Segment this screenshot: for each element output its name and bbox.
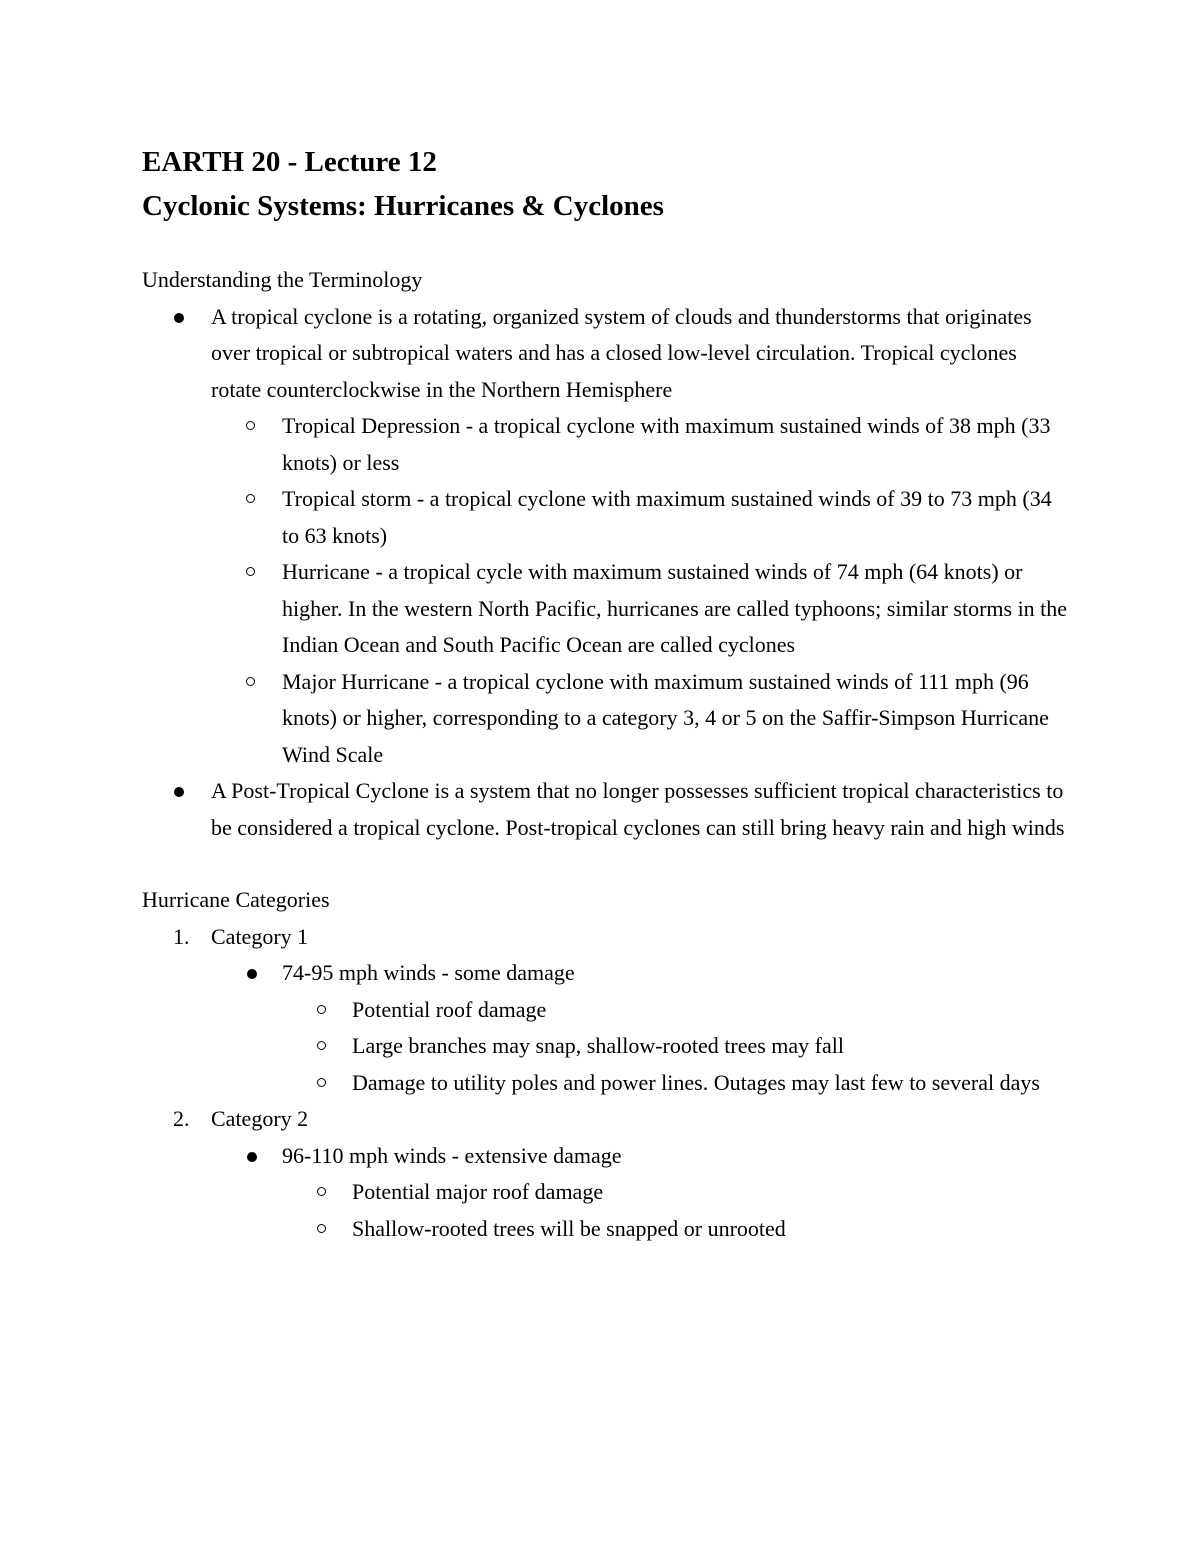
document-title-line1: EARTH 20 - Lecture 12: [142, 146, 437, 178]
list-item: [142, 1065, 1072, 1102]
category-label: Category 1: [211, 923, 309, 949]
categories-heading: Hurricane Categories: [142, 887, 330, 912]
list-item-text: Large branches may snap, shallow-rooted trees may fall: [352, 1033, 844, 1058]
document-title-line2: Cyclonic Systems: Hurricanes & Cyclones: [142, 190, 664, 222]
circle-bullet-icon: [317, 1187, 326, 1196]
category-item: [142, 1101, 1072, 1138]
category-label: Category 2: [211, 1106, 309, 1131]
document-page: [142, 140, 1072, 1247]
circle-bullet-icon: [317, 1224, 326, 1233]
list-item-text: Major Hurricane - a tropical cyclone with maximum sustained winds of 111 mph (96 knots) or higher, corresponding to a category 3, 4 or 5 on the Saffir-Simpson Hurricane Wind Scale: [282, 668, 1049, 767]
list-item-text: Potential roof damage: [352, 996, 547, 1022]
list-item-text: A tropical cyclone is a rotating, organized system of clouds and thunderstorms that originates over tropical or subtropical waters and has a closed low-level circulation. Tropical cyclones rotate counterclockwise in the Northern Hemisphere: [211, 303, 1032, 402]
circle-bullet-icon: [246, 567, 255, 576]
list-item-text: Shallow-rooted trees will be snapped or unrooted: [352, 1215, 786, 1241]
list-item: [142, 664, 1072, 774]
list-item-text: Tropical Depression - a tropical cyclone with maximum sustained winds of 38 mph (33 knots) or less: [282, 413, 1051, 475]
bullet-icon: [247, 1152, 257, 1162]
bullet-icon: [247, 969, 257, 979]
list-item: [142, 955, 1072, 992]
spacer: [142, 228, 1072, 262]
list-item-text: Hurricane - a tropical cycle with maximum sustained winds of 74 mph (64 knots) or higher. In the western North Pacific, hurricanes are called typhoons; similar storms in the Indian Ocean and South Pacific Ocean are called cyclones: [282, 559, 1068, 657]
list-item-text: Damage to utility poles and power lines. Outages may last few to several days: [352, 1069, 1040, 1095]
list-item: [142, 1211, 1072, 1248]
list-item: [142, 1138, 1072, 1175]
list-item: [142, 992, 1072, 1029]
terminology-heading: Understanding the Terminology: [142, 267, 423, 292]
spacer: [142, 846, 1072, 882]
list-item-text: A Post-Tropical Cyclone is a system that no longer possesses sufficient tropical characteristics to be considered a tropical cyclone. Post-tropical cyclones can still bring heavy rain and high winds: [211, 778, 1065, 840]
list-item: [142, 299, 1072, 409]
list-number: 2.: [173, 1106, 190, 1131]
list-item: [142, 408, 1072, 481]
list-number: 1.: [173, 923, 190, 949]
list-item-text: Tropical storm - a tropical cyclone with maximum sustained winds of 39 to 73 mph (34 to 63 knots): [282, 486, 1052, 548]
circle-bullet-icon: [246, 494, 255, 503]
list-item: [142, 773, 1072, 846]
list-item: [142, 1174, 1072, 1211]
circle-bullet-icon: [317, 1078, 326, 1087]
list-item: [142, 481, 1072, 554]
circle-bullet-icon: [317, 1041, 326, 1050]
circle-bullet-icon: [317, 1005, 326, 1014]
list-item-text: 96-110 mph winds - extensive damage: [282, 1142, 622, 1168]
list-item: [142, 554, 1072, 664]
list-item-text: 74-95 mph winds - some damage: [282, 960, 575, 985]
category-item: [142, 919, 1072, 956]
circle-bullet-icon: [246, 421, 255, 430]
bullet-icon: [174, 313, 184, 323]
list-item: [142, 1028, 1072, 1065]
bullet-icon: [174, 787, 184, 797]
list-item-text: Potential major roof damage: [352, 1179, 604, 1204]
circle-bullet-icon: [246, 677, 255, 686]
